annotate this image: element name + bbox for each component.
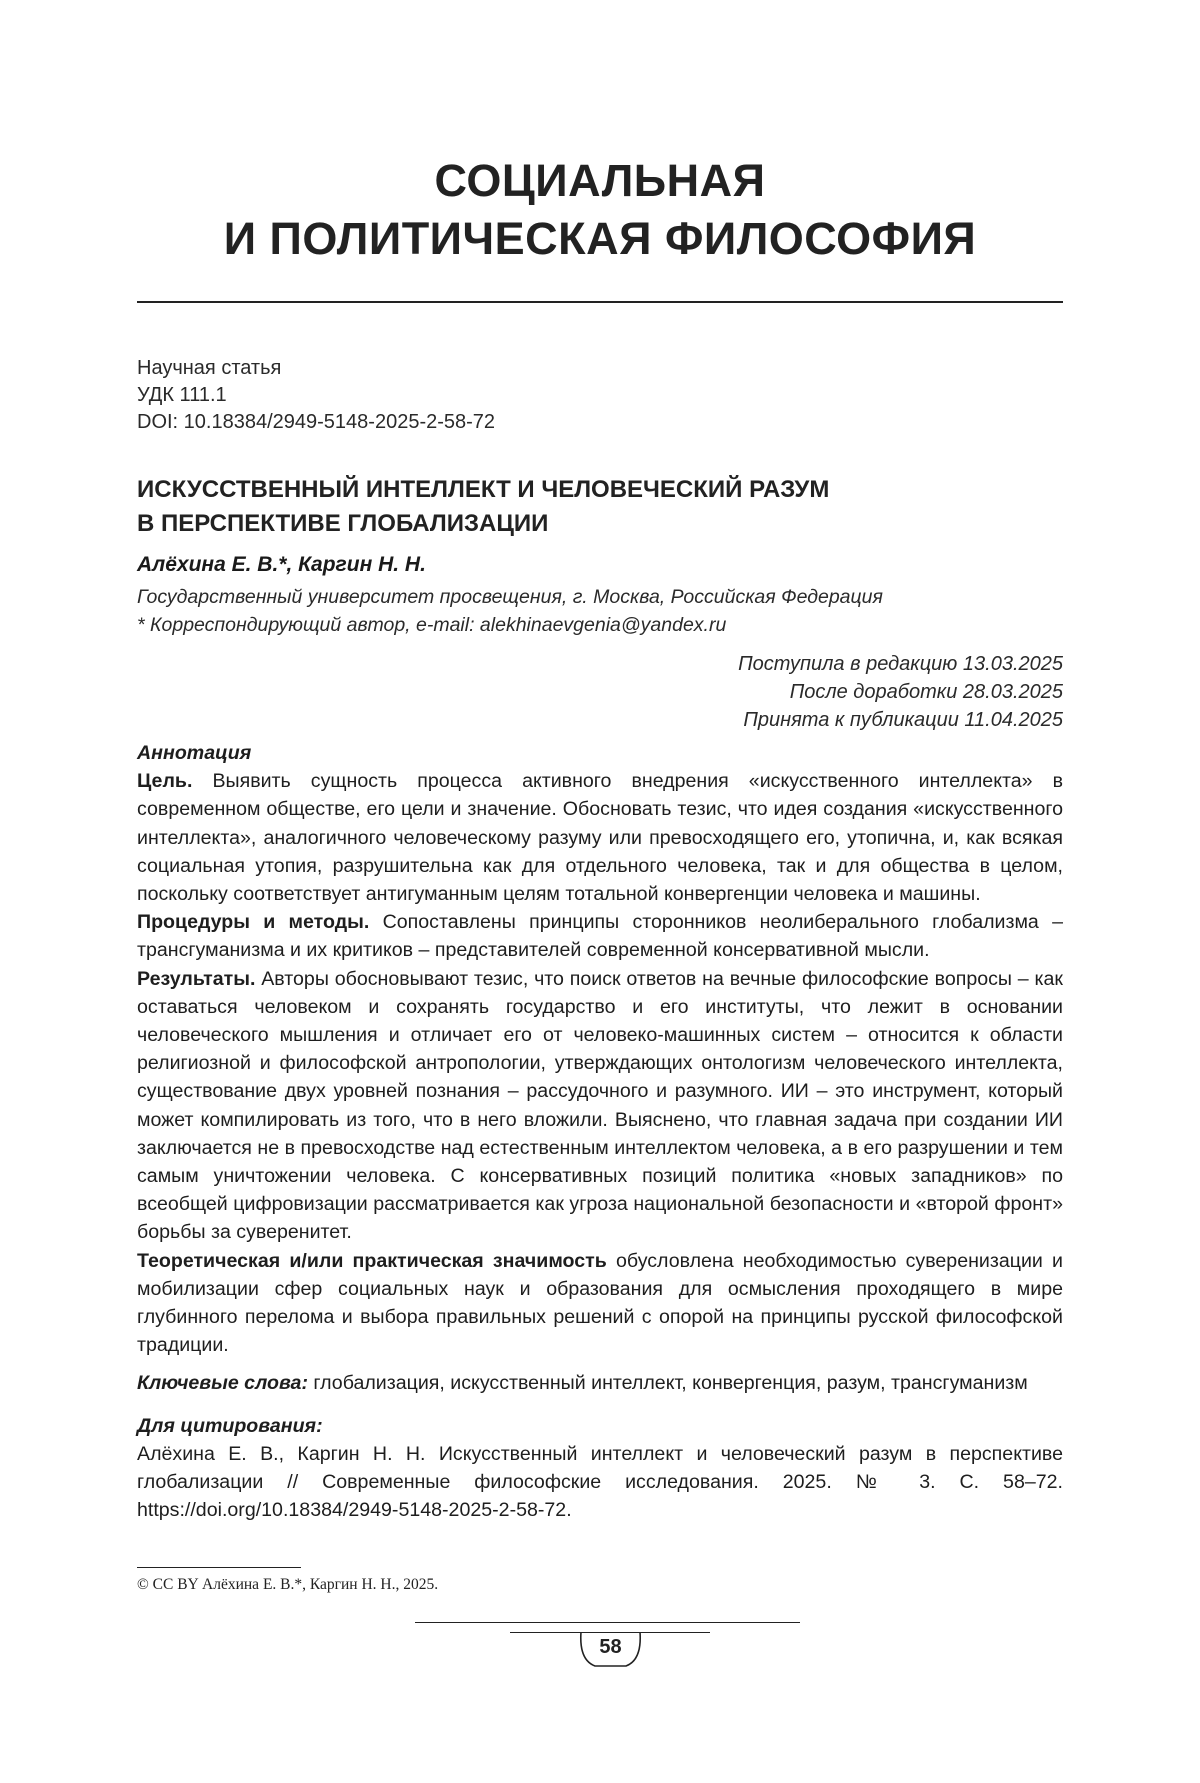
- page-number-badge: [573, 1630, 648, 1670]
- corresponding-author: * Корреспондирующий автор, e-mail: alekhinaevgenia@yandex.ru: [137, 614, 727, 636]
- article-meta: [137, 355, 495, 436]
- publication-dates: [738, 650, 1063, 734]
- date-accepted: Принята к публикации 11.04.2025: [743, 709, 1063, 731]
- citation-text: Алёхина Е. В., Каргин Н. Н. Искусственный интеллект и человеческий разум в перспективе глобализации // Современные философские исследования. 2025. № 3. С. 58–72. https://doi.org/10.18384/2949-5148-2025-2-58-72.: [137, 1442, 1063, 1522]
- significance-text: обусловлена необходимостью суверенизации и мобилизации сфер социальных наук и образования для осмысления проходящего в мире глубинного перелома и выбора правильных решений с опорой на принципы русской философской традиции.: [137, 1249, 1063, 1357]
- date-revised: После доработки 28.03.2025: [789, 681, 1063, 703]
- date-received: Поступила в редакцию 13.03.2025: [738, 653, 1063, 675]
- goal-text: Выявить сущность процесса активного внедрения «искусственного интеллекта» в современном обществе, его цели и значение. Обосновать тезис, что идея создания «искусственного интеллекта», аналогичного человеческому разуму или превосходящего его, утопична, и, как всякая социальная утопия, разрушительна как для отдельного человека, так и для общества в целом, поскольку соответствует антигуманным целям тотальной конвергенции человека и машины.: [137, 770, 1063, 906]
- abstract-goal: [137, 767, 1063, 908]
- keywords: [137, 1369, 1063, 1397]
- section-title-line1: СОЦИАЛЬНАЯ: [434, 155, 766, 206]
- abstract: [137, 739, 1063, 1524]
- keywords-text: глобализация, искусственный интеллект, конвергенция, разум, трансгуманизм: [313, 1372, 1028, 1395]
- abstract-heading: Аннотация: [137, 742, 252, 764]
- article-title-line1: ИСКУССТВЕННЫЙ ИНТЕЛЛЕКТ И ЧЕЛОВЕЧЕСКИЙ РАЗУМ: [137, 476, 830, 503]
- citation-label: Для цитирования:: [137, 1414, 323, 1437]
- abstract-results: [137, 965, 1063, 1247]
- authors: Алёхина Е. В.*, Каргин Н. Н.: [137, 553, 426, 576]
- section-divider: [137, 301, 1063, 303]
- section-title: [137, 152, 1063, 268]
- affiliation-block: [137, 583, 883, 639]
- article-title: [137, 473, 829, 541]
- affiliation: Государственный университет просвещения, г. Москва, Российская Федерация: [137, 586, 883, 608]
- methods-label: Процедуры и методы.: [137, 911, 370, 934]
- results-text: Авторы обосновывают тезис, что поиск ответов на вечные философские вопросы – как оставаться человеком и сохранять государство и его институты, что лежит в основании человеческого мышления и отличает его от человеко-машинных систем – относится к области религиозной и философской антропологии, утверждающих онтологизм человеческого интеллекта, существование двух уровней познания – рассудочного и разумного. ИИ – это инструмент, который может компилировать из того, что в него вложили. Выяснено, что главная задача при создании ИИ заключается не в превосходстве над естественным интеллектом человека, а в его разрушении и тем самым уничтожении человека. С консервативных позиций политика «новых западников» по всеобщей цифровизации рассматривается как угроза национальной безопасности и «второй фронт» борьбы за суверенитет.: [137, 967, 1063, 1244]
- article-title-line2: В ПЕРСПЕКТИВЕ ГЛОБАЛИЗАЦИИ: [137, 510, 549, 537]
- doi: DOI: 10.18384/2949-5148-2025-2-58-72: [137, 411, 496, 433]
- section-title-line2: И ПОЛИТИЧЕСКАЯ ФИЛОСОФИЯ: [223, 213, 977, 264]
- footnote-divider: [137, 1567, 301, 1568]
- udk-code: УДК 111.1: [137, 384, 227, 406]
- goal-label: Цель.: [137, 770, 193, 793]
- results-label: Результаты.: [137, 967, 256, 990]
- copyright-footnote: © CC BY Алёхина Е. В.*, Каргин Н. Н., 2025.: [137, 1576, 439, 1593]
- significance-label: Теоретическая и/или практическая значимость: [137, 1249, 607, 1272]
- abstract-significance: [137, 1247, 1063, 1360]
- page-number: 58: [599, 1636, 622, 1658]
- keywords-label: Ключевые слова:: [137, 1372, 308, 1395]
- methods-text: Сопоставлены принципы сторонников неолиберального глобализма – трансгуманизма и их критиков – представителей современной консервативной мысли.: [137, 911, 1063, 962]
- page-number-rule-top: [415, 1622, 800, 1623]
- abstract-methods: [137, 908, 1063, 964]
- article-type: Научная статья: [137, 357, 282, 379]
